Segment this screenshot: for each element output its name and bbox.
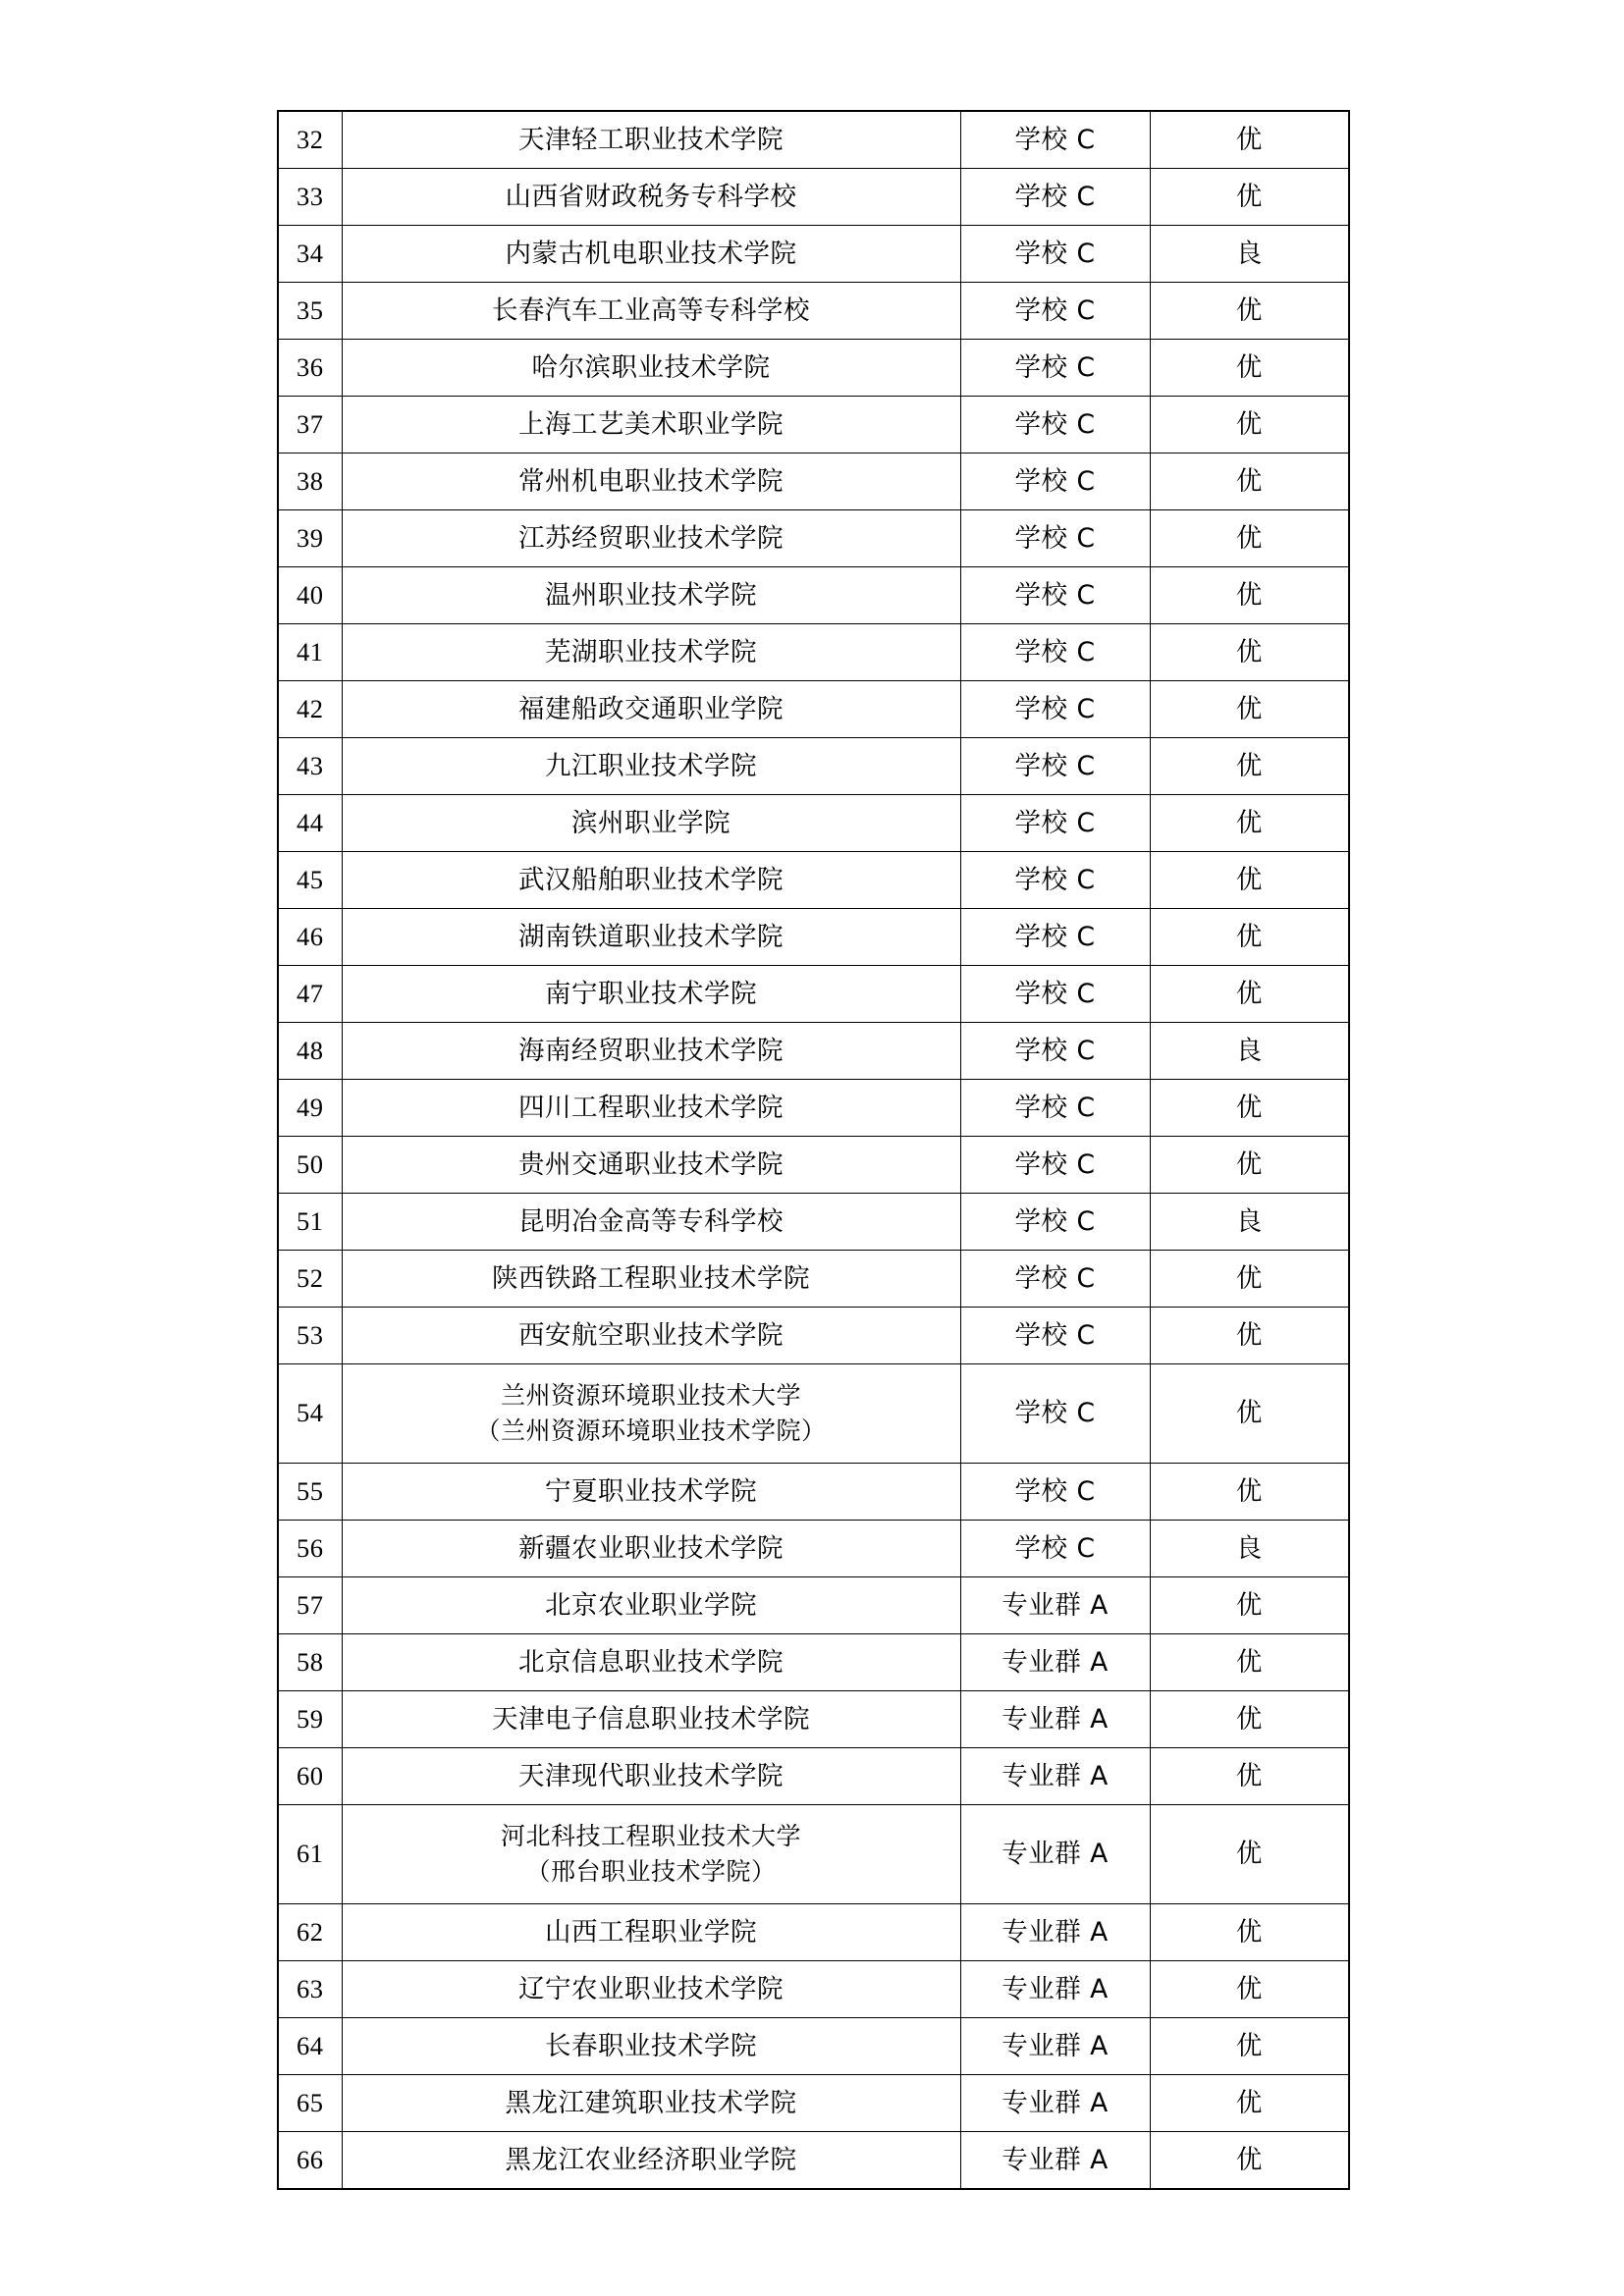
cell-grade: 优 — [1150, 1137, 1349, 1194]
school-name-line: 长春汽车工业高等专科学校 — [492, 294, 810, 326]
cell-school-name — [342, 2018, 960, 2075]
school-name-line: 天津现代职业技术学院 — [518, 1760, 784, 1791]
cell-school-name — [342, 1464, 960, 1521]
cell-grade: 良 — [1150, 1023, 1349, 1080]
cell-school-name — [342, 681, 960, 738]
cell-grade: 良 — [1150, 1521, 1349, 1577]
table-row — [278, 169, 1349, 226]
cell-index: 39 — [278, 510, 342, 567]
cell-school-name — [342, 1904, 960, 1961]
school-evaluation-table — [277, 110, 1350, 2190]
table-row — [278, 2075, 1349, 2132]
cell-grade: 优 — [1150, 2075, 1349, 2132]
school-name-line: 湖南铁道职业技术学院 — [518, 921, 784, 952]
cell-grade: 优 — [1150, 1691, 1349, 1748]
cell-grade: 优 — [1150, 2018, 1349, 2075]
cell-index: 66 — [278, 2132, 342, 2190]
cell-grade: 优 — [1150, 1577, 1349, 1634]
table-row — [278, 852, 1349, 909]
cell-grade: 优 — [1150, 909, 1349, 966]
cell-grade: 优 — [1150, 111, 1349, 169]
cell-index: 43 — [278, 738, 342, 795]
school-name-line: 天津轻工职业技术学院 — [518, 124, 784, 155]
cell-index: 62 — [278, 1904, 342, 1961]
cell-index: 32 — [278, 111, 342, 169]
cell-school-name — [342, 1194, 960, 1251]
school-name-line: 九江职业技术学院 — [545, 750, 757, 781]
cell-grade: 优 — [1150, 2132, 1349, 2190]
school-name-line: 陕西铁路工程职业技术学院 — [492, 1262, 810, 1294]
cell-index: 61 — [278, 1805, 342, 1904]
school-name-line: 芜湖职业技术学院 — [545, 636, 757, 667]
table-row — [278, 966, 1349, 1023]
cell-school-name — [342, 624, 960, 681]
cell-index: 65 — [278, 2075, 342, 2132]
cell-build-type: 学校 C — [960, 966, 1150, 1023]
table-row — [278, 1080, 1349, 1137]
cell-index: 41 — [278, 624, 342, 681]
school-name-line: 上海工艺美术职业学院 — [518, 408, 784, 440]
school-name-line: 福建船政交通职业学院 — [518, 693, 784, 724]
cell-index: 55 — [278, 1464, 342, 1521]
cell-build-type: 学校 C — [960, 795, 1150, 852]
cell-build-type: 学校 C — [960, 1464, 1150, 1521]
cell-grade: 优 — [1150, 1308, 1349, 1364]
school-name-line: 兰州资源环境职业技术大学 — [500, 1380, 801, 1410]
cell-school-name — [342, 966, 960, 1023]
cell-index: 58 — [278, 1634, 342, 1691]
cell-build-type: 专业群 A — [960, 1961, 1150, 2018]
table-row — [278, 1251, 1349, 1308]
cell-index: 38 — [278, 454, 342, 510]
cell-build-type: 学校 C — [960, 1521, 1150, 1577]
cell-grade: 优 — [1150, 283, 1349, 340]
table-row — [278, 111, 1349, 169]
school-name-line: 天津电子信息职业技术学院 — [492, 1703, 810, 1735]
cell-school-name — [342, 1691, 960, 1748]
cell-build-type: 专业群 A — [960, 1805, 1150, 1904]
cell-school-name — [342, 1961, 960, 2018]
cell-grade: 优 — [1150, 454, 1349, 510]
school-name-line: 北京信息职业技术学院 — [518, 1646, 784, 1678]
cell-build-type: 专业群 A — [960, 2132, 1150, 2190]
cell-index: 34 — [278, 226, 342, 283]
cell-build-type: 学校 C — [960, 1364, 1150, 1464]
cell-school-name — [342, 2075, 960, 2132]
cell-grade: 良 — [1150, 1194, 1349, 1251]
cell-grade: 优 — [1150, 624, 1349, 681]
cell-grade: 优 — [1150, 795, 1349, 852]
school-name-line: 内蒙古机电职业技术学院 — [505, 238, 797, 269]
cell-build-type: 学校 C — [960, 283, 1150, 340]
table-row — [278, 1748, 1349, 1805]
school-name-line: 海南经贸职业技术学院 — [518, 1035, 784, 1066]
cell-school-name — [342, 510, 960, 567]
table-row — [278, 567, 1349, 624]
table-container — [277, 110, 1348, 2190]
school-name-line: 南宁职业技术学院 — [545, 978, 757, 1009]
table-row — [278, 624, 1349, 681]
cell-grade: 优 — [1150, 966, 1349, 1023]
cell-school-name — [342, 852, 960, 909]
table-row — [278, 2018, 1349, 2075]
cell-grade: 优 — [1150, 1464, 1349, 1521]
cell-grade: 优 — [1150, 1904, 1349, 1961]
cell-index: 56 — [278, 1521, 342, 1577]
cell-build-type: 学校 C — [960, 852, 1150, 909]
school-name-line: 滨州职业学院 — [571, 807, 731, 838]
table-row — [278, 909, 1349, 966]
school-name-line: 山西工程职业学院 — [545, 1916, 757, 1948]
cell-index: 51 — [278, 1194, 342, 1251]
school-name-line: 西安航空职业技术学院 — [518, 1319, 784, 1351]
cell-index: 49 — [278, 1080, 342, 1137]
cell-index: 44 — [278, 795, 342, 852]
cell-school-name — [342, 1805, 960, 1904]
table-row — [278, 1137, 1349, 1194]
table-row — [278, 2132, 1349, 2190]
cell-grade: 优 — [1150, 681, 1349, 738]
school-name-line: （兰州资源环境职业技术学院） — [475, 1416, 827, 1445]
school-name-line: 四川工程职业技术学院 — [518, 1092, 784, 1123]
cell-build-type: 专业群 A — [960, 1691, 1150, 1748]
cell-school-name — [342, 795, 960, 852]
cell-school-name — [342, 567, 960, 624]
cell-index: 64 — [278, 2018, 342, 2075]
cell-build-type: 学校 C — [960, 1080, 1150, 1137]
cell-build-type: 学校 C — [960, 681, 1150, 738]
cell-build-type: 学校 C — [960, 1023, 1150, 1080]
cell-index: 46 — [278, 909, 342, 966]
cell-build-type: 专业群 A — [960, 1634, 1150, 1691]
cell-build-type: 学校 C — [960, 909, 1150, 966]
cell-build-type: 学校 C — [960, 510, 1150, 567]
cell-school-name — [342, 1080, 960, 1137]
table-row — [278, 283, 1349, 340]
cell-school-name — [342, 909, 960, 966]
cell-school-name — [342, 111, 960, 169]
cell-index: 54 — [278, 1364, 342, 1464]
table-row — [278, 1521, 1349, 1577]
cell-index: 33 — [278, 169, 342, 226]
cell-school-name — [342, 738, 960, 795]
cell-index: 37 — [278, 397, 342, 454]
cell-school-name — [342, 1364, 960, 1464]
table-row — [278, 1634, 1349, 1691]
cell-school-name — [342, 1137, 960, 1194]
cell-build-type: 学校 C — [960, 738, 1150, 795]
school-name-line: 武汉船舶职业技术学院 — [518, 864, 784, 895]
cell-build-type: 学校 C — [960, 1251, 1150, 1308]
table-row — [278, 510, 1349, 567]
school-name-line: 辽宁农业职业技术学院 — [518, 1973, 784, 2004]
school-name-line: 长春职业技术学院 — [545, 2030, 757, 2061]
table-row — [278, 1805, 1349, 1904]
cell-index: 45 — [278, 852, 342, 909]
cell-index: 60 — [278, 1748, 342, 1805]
table-row — [278, 1691, 1349, 1748]
cell-school-name — [342, 397, 960, 454]
cell-build-type: 学校 C — [960, 624, 1150, 681]
cell-build-type: 学校 C — [960, 1137, 1150, 1194]
table-row — [278, 226, 1349, 283]
cell-index: 42 — [278, 681, 342, 738]
cell-school-name — [342, 1521, 960, 1577]
cell-school-name — [342, 283, 960, 340]
cell-build-type: 学校 C — [960, 1308, 1150, 1364]
cell-build-type: 专业群 A — [960, 2075, 1150, 2132]
cell-index: 40 — [278, 567, 342, 624]
cell-build-type: 学校 C — [960, 1194, 1150, 1251]
cell-school-name — [342, 1634, 960, 1691]
cell-index: 53 — [278, 1308, 342, 1364]
cell-school-name — [342, 454, 960, 510]
cell-build-type: 学校 C — [960, 397, 1150, 454]
school-name-line: 山西省财政税务专科学校 — [505, 181, 797, 212]
cell-grade: 优 — [1150, 1364, 1349, 1464]
cell-school-name — [342, 1577, 960, 1634]
school-name-line: 河北科技工程职业技术大学 — [500, 1821, 801, 1850]
cell-build-type: 学校 C — [960, 169, 1150, 226]
cell-build-type: 专业群 A — [960, 1748, 1150, 1805]
table-row — [278, 795, 1349, 852]
cell-school-name — [342, 1251, 960, 1308]
school-name-line: 常州机电职业技术学院 — [518, 465, 784, 497]
table-row — [278, 1577, 1349, 1634]
cell-index: 63 — [278, 1961, 342, 2018]
cell-grade: 优 — [1150, 1805, 1349, 1904]
table-row — [278, 1464, 1349, 1521]
school-name-line: 昆明冶金高等专科学校 — [518, 1205, 784, 1237]
school-name-line: 温州职业技术学院 — [545, 579, 757, 611]
cell-build-type: 学校 C — [960, 226, 1150, 283]
school-name-line: 北京农业职业学院 — [545, 1589, 757, 1621]
cell-index: 47 — [278, 966, 342, 1023]
table-row — [278, 738, 1349, 795]
table-row — [278, 1023, 1349, 1080]
table-row — [278, 1364, 1349, 1464]
table-row — [278, 1961, 1349, 2018]
table-row — [278, 1904, 1349, 1961]
table-row — [278, 454, 1349, 510]
cell-grade: 优 — [1150, 852, 1349, 909]
cell-grade: 优 — [1150, 1961, 1349, 2018]
cell-school-name — [342, 2132, 960, 2190]
cell-build-type: 学校 C — [960, 454, 1150, 510]
table-body — [278, 111, 1349, 2189]
cell-school-name — [342, 226, 960, 283]
cell-grade: 优 — [1150, 1251, 1349, 1308]
school-name-line: 新疆农业职业技术学院 — [518, 1532, 784, 1564]
school-name-line: （邢台职业技术学院） — [525, 1857, 777, 1886]
cell-grade: 良 — [1150, 226, 1349, 283]
cell-grade: 优 — [1150, 738, 1349, 795]
cell-grade: 优 — [1150, 340, 1349, 397]
cell-index: 52 — [278, 1251, 342, 1308]
school-name-line: 贵州交通职业技术学院 — [518, 1148, 784, 1180]
cell-grade: 优 — [1150, 567, 1349, 624]
cell-build-type: 学校 C — [960, 340, 1150, 397]
cell-build-type: 专业群 A — [960, 1577, 1150, 1634]
cell-grade: 优 — [1150, 397, 1349, 454]
cell-index: 36 — [278, 340, 342, 397]
school-name-line: 江苏经贸职业技术学院 — [518, 522, 784, 554]
table-row — [278, 340, 1349, 397]
table-row — [278, 397, 1349, 454]
cell-school-name — [342, 1308, 960, 1364]
school-name-line: 黑龙江农业经济职业学院 — [505, 2144, 797, 2175]
school-name-line: 黑龙江建筑职业技术学院 — [505, 2087, 797, 2118]
cell-grade: 优 — [1150, 1634, 1349, 1691]
cell-build-type: 专业群 A — [960, 2018, 1150, 2075]
cell-school-name — [342, 1023, 960, 1080]
cell-index: 57 — [278, 1577, 342, 1634]
cell-grade: 优 — [1150, 169, 1349, 226]
cell-grade: 优 — [1150, 1748, 1349, 1805]
cell-index: 50 — [278, 1137, 342, 1194]
cell-build-type: 学校 C — [960, 111, 1150, 169]
school-name-line: 哈尔滨职业技术学院 — [531, 351, 771, 383]
table-row — [278, 1308, 1349, 1364]
table-row — [278, 681, 1349, 738]
cell-build-type: 专业群 A — [960, 1904, 1150, 1961]
cell-build-type: 学校 C — [960, 567, 1150, 624]
cell-school-name — [342, 1748, 960, 1805]
cell-index: 59 — [278, 1691, 342, 1748]
cell-index: 35 — [278, 283, 342, 340]
cell-school-name — [342, 340, 960, 397]
cell-school-name — [342, 169, 960, 226]
school-name-line: 宁夏职业技术学院 — [545, 1475, 757, 1507]
cell-index: 48 — [278, 1023, 342, 1080]
cell-grade: 优 — [1150, 510, 1349, 567]
cell-grade: 优 — [1150, 1080, 1349, 1137]
table-row — [278, 1194, 1349, 1251]
